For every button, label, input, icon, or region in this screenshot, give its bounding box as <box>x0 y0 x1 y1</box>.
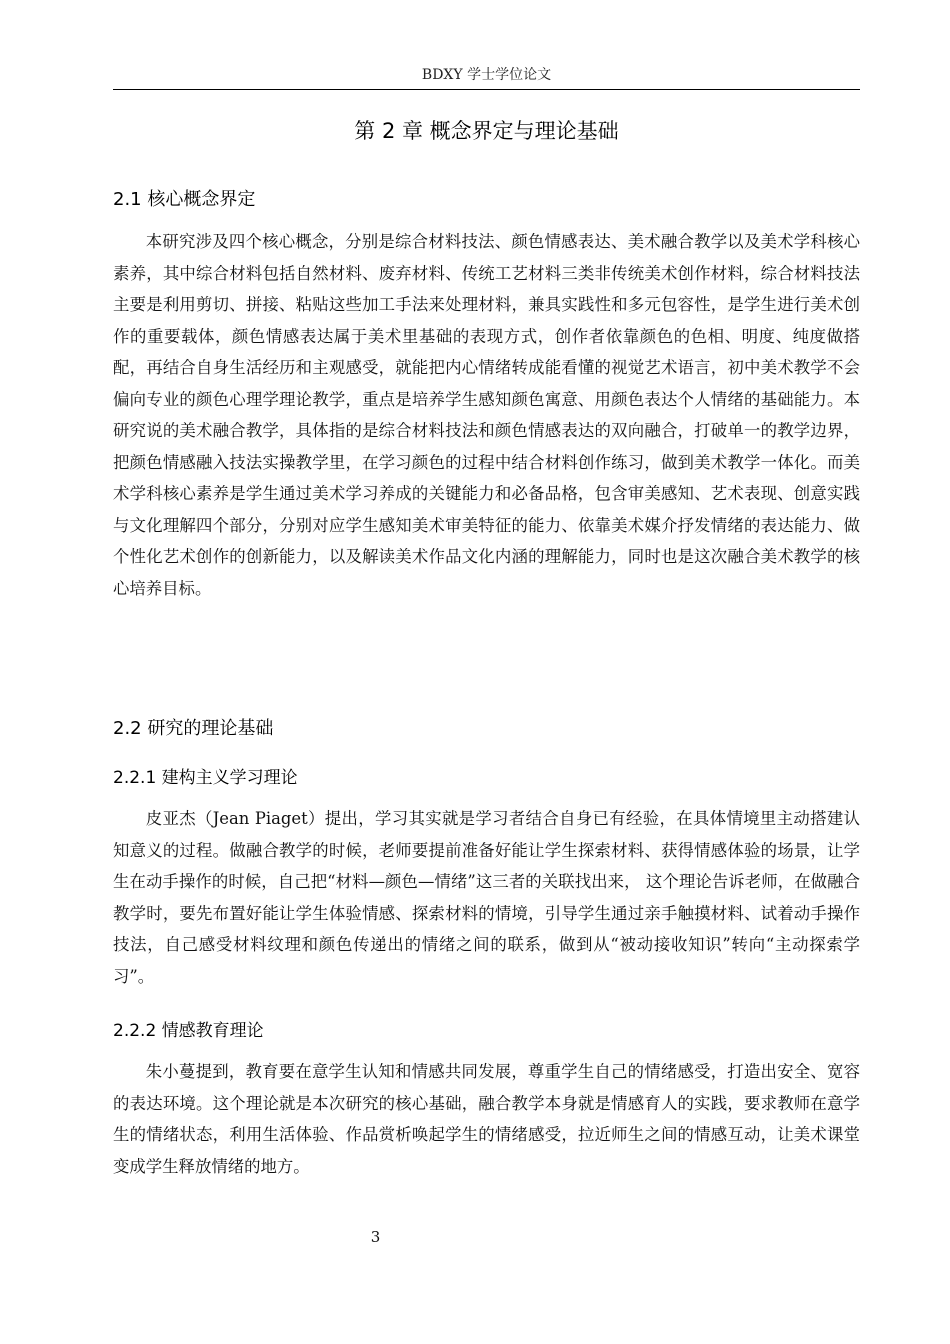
section-2-2-1-paragraph: 皮亚杰（Jean Piaget）提出，学习其实就是学习者结合自身已有经验，在具体情境里主动搭建认知意义的过程。做融合教学的时候，老师要提前准备好能让学生探索材料、获得情感体验的场景，让学生在动手操作的时候，自己把“材料—颜色—情绪”这三者的关联找出来， 这个理论告诉老师，在做融合教学时，要先布置好能让学生体验情感、探索材料的情境，引导学生通过亲手触摸材料、试着动手操作技法，自己感受材料纹理和颜色传递出的情绪之间的联系，做到从“被动接收知识”转向“主动探索学习”。 <box>113 809 860 986</box>
section-heading-2-2-2: 2.2.2 情感教育理论 <box>113 1021 264 1041</box>
section-2-2-2-paragraph: 朱小蔓提到，教育要在意学生认知和情感共同发展，尊重学生自己的情绪感受，打造出安全、宽容的表达环境。这个理论就是本次研究的核心基础，融合教学本身就是情感育人的实践，要求教师在意学生的情绪状态，利用生活体验、作品赏析唤起学生的情绪感受，拉近师生之间的情感互动，让美术课堂变成学生释放情绪的地方。 <box>113 1062 860 1176</box>
chapter-title: 第 2 章 概念界定与理论基础 <box>354 119 619 143</box>
running-header: BDXY 学士学位论文 <box>113 64 860 90</box>
section-heading-2-1: 2.1 核心概念界定 <box>113 189 256 210</box>
section-heading-2-2: 2.2 研究的理论基础 <box>113 718 274 739</box>
section-heading-2-2-1: 2.2.1 建构主义学习理论 <box>113 768 298 788</box>
section-2-1-paragraph: 本研究涉及四个核心概念，分别是综合材料技法、颜色情感表达、美术融合教学以及美术学科核心素养，其中综合材料包括自然材料、废弃材料、传统工艺材料三类非传统美术创作材料，综合材料技法主要是利用剪切、拼接、粘贴这些加工手法来处理材料，兼具实践性和多元包容性，是学生进行美术创作的重要载体，颜色情感表达属于美术里基础的表现方式，创作者依靠颜色的色相、明度、纯度做搭配，再结合自身生活经历和主观感受，就能把内心情绪转成能看懂的视觉艺术语言，初中美术教学不会偏向专业的颜色心理学理论教学，重点是培养学生感知颜色寓意、用颜色表达个人情绪的基础能力。本研究说的美术融合教学，具体指的是综合材料技法和颜色情感表达的双向融合，打破单一的教学边界，把颜色情感融入技法实操教学里，在学习颜色的过程中结合材料创作练习，做到美术教学一体化。而美术学科核心素养是学生通过美术学习养成的关键能力和必备品格，包含审美感知、艺术表现、创意实践与文化理解四个部分，分别对应学生感知美术审美特征的能力、依靠美术媒介抒发情绪的表达能力、做个性化艺术创作的创新能力，以及解读美术作品文化内涵的理解能力，同时也是这次融合美术教学的核心培养目标。 <box>113 232 860 598</box>
page-number: 3 <box>370 1228 381 1246</box>
